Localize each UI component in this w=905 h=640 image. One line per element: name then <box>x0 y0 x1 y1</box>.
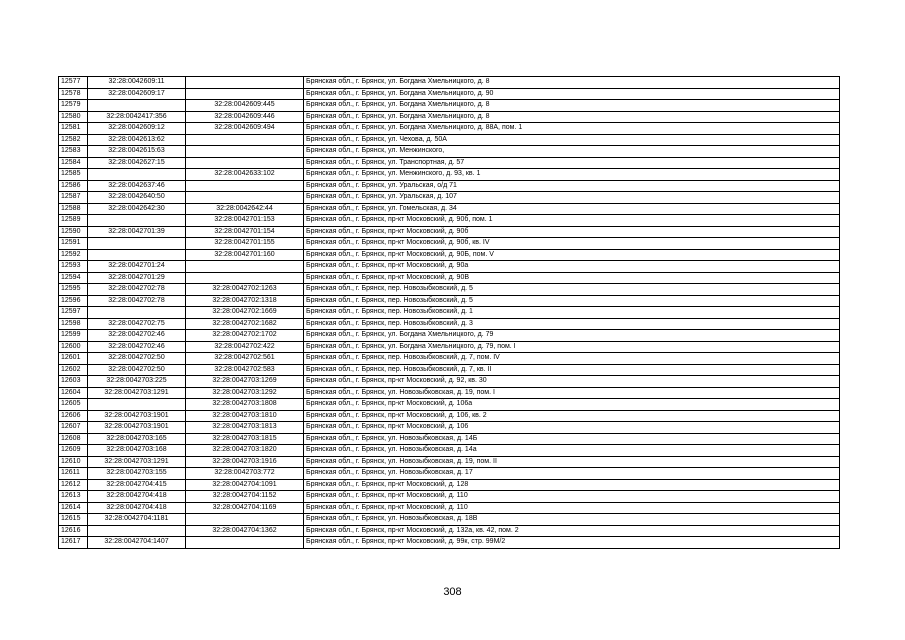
land-cadastral-number-cell: 32:28:0042702:50 <box>88 353 186 365</box>
object-cadastral-number-cell <box>186 192 304 204</box>
object-cadastral-number-cell: 32:28:0042701:154 <box>186 226 304 238</box>
object-cadastral-number-cell: 32:28:0042702:561 <box>186 353 304 365</box>
table-row <box>59 433 840 445</box>
address-cell: Брянская обл., г. Брянск, пр-кт Московский, д. 106 <box>304 422 840 434</box>
table-row <box>59 491 840 503</box>
address-cell: Брянская обл., г. Брянск, пр-кт Московский, д. 90Б, пом. V <box>304 249 840 261</box>
table-row <box>59 410 840 422</box>
object-cadastral-number-cell: 32:28:0042701:160 <box>186 249 304 261</box>
table-row <box>59 525 840 537</box>
table-row <box>59 376 840 388</box>
land-cadastral-number-cell: 32:28:0042703:225 <box>88 376 186 388</box>
land-cadastral-number-cell: 32:28:0042627:15 <box>88 157 186 169</box>
object-cadastral-number-cell: 32:28:0042703:1810 <box>186 410 304 422</box>
land-cadastral-number-cell: 32:28:0042702:46 <box>88 330 186 342</box>
row-number-cell: 12616 <box>59 525 88 537</box>
land-cadastral-number-cell: 32:28:0042702:78 <box>88 284 186 296</box>
address-cell: Брянская обл., г. Брянск, ул. Новозыбковская, д. 14а <box>304 445 840 457</box>
row-number-cell: 12582 <box>59 134 88 146</box>
row-number-cell: 12610 <box>59 456 88 468</box>
row-number-cell: 12602 <box>59 364 88 376</box>
table-row <box>59 226 840 238</box>
address-cell: Брянская обл., г. Брянск, пер. Новозыбковский, д. 5 <box>304 295 840 307</box>
address-cell: Брянская обл., г. Брянск, ул. Новозыбковская, д. 17 <box>304 468 840 480</box>
table-row <box>59 100 840 112</box>
land-cadastral-number-cell <box>88 399 186 411</box>
row-number-cell: 12606 <box>59 410 88 422</box>
object-cadastral-number-cell <box>186 272 304 284</box>
address-cell: Брянская обл., г. Брянск, ул. Богдана Хмельницкого, д. 88А, пом. 1 <box>304 123 840 135</box>
object-cadastral-number-cell: 32:28:0042702:1669 <box>186 307 304 319</box>
object-cadastral-number-cell: 32:28:0042702:1702 <box>186 330 304 342</box>
land-cadastral-number-cell <box>88 525 186 537</box>
object-cadastral-number-cell <box>186 261 304 273</box>
row-number-cell: 12586 <box>59 180 88 192</box>
row-number-cell: 12589 <box>59 215 88 227</box>
table-row <box>59 468 840 480</box>
land-cadastral-number-cell: 32:28:0042702:50 <box>88 364 186 376</box>
row-number-cell: 12594 <box>59 272 88 284</box>
object-cadastral-number-cell: 32:28:0042703:1815 <box>186 433 304 445</box>
address-cell: Брянская обл., г. Брянск, ул. Богдана Хмельницкого, д. 8 <box>304 100 840 112</box>
address-cell: Брянская обл., г. Брянск, ул. Новозыбковская, д. 19, пом. II <box>304 456 840 468</box>
address-cell: Брянская обл., г. Брянск, ул. Чехова, д. 50А <box>304 134 840 146</box>
object-cadastral-number-cell <box>186 134 304 146</box>
table-row <box>59 364 840 376</box>
table-row <box>59 180 840 192</box>
object-cadastral-number-cell: 32:28:0042704:1362 <box>186 525 304 537</box>
address-cell: Брянская обл., г. Брянск, ул. Богдана Хмельницкого, д. 8 <box>304 111 840 123</box>
address-cell: Брянская обл., г. Брянск, ул. Богдана Хмельницкого, д. 79, пом. I <box>304 341 840 353</box>
land-cadastral-number-cell: 32:28:0042703:168 <box>88 445 186 457</box>
row-number-cell: 12611 <box>59 468 88 480</box>
address-cell: Брянская обл., г. Брянск, ул. Уральская, д. 107 <box>304 192 840 204</box>
object-cadastral-number-cell: 32:28:0042703:1916 <box>186 456 304 468</box>
table-row <box>59 341 840 353</box>
address-cell: Брянская обл., г. Брянск, пер. Новозыбковский, д. 5 <box>304 284 840 296</box>
registry-table <box>58 76 840 549</box>
object-cadastral-number-cell <box>186 146 304 158</box>
row-number-cell: 12617 <box>59 537 88 549</box>
table-row <box>59 479 840 491</box>
table-row <box>59 399 840 411</box>
land-cadastral-number-cell: 32:28:0042615:63 <box>88 146 186 158</box>
object-cadastral-number-cell: 32:28:0042703:772 <box>186 468 304 480</box>
row-number-cell: 12591 <box>59 238 88 250</box>
table-row <box>59 502 840 514</box>
table-row <box>59 307 840 319</box>
row-number-cell: 12585 <box>59 169 88 181</box>
address-cell: Брянская обл., г. Брянск, ул. Менжинского, <box>304 146 840 158</box>
row-number-cell: 12601 <box>59 353 88 365</box>
row-number-cell: 12583 <box>59 146 88 158</box>
land-cadastral-number-cell: 32:28:0042704:1407 <box>88 537 186 549</box>
object-cadastral-number-cell: 32:28:0042609:446 <box>186 111 304 123</box>
address-cell: Брянская обл., г. Брянск, пр-кт Московский, д. 92, кв. 30 <box>304 376 840 388</box>
row-number-cell: 12608 <box>59 433 88 445</box>
address-cell: Брянская обл., г. Брянск, ул. Уральская, о/д 71 <box>304 180 840 192</box>
page-number: 308 <box>443 586 462 598</box>
table-row <box>59 169 840 181</box>
object-cadastral-number-cell <box>186 537 304 549</box>
land-cadastral-number-cell: 32:28:0042703:155 <box>88 468 186 480</box>
object-cadastral-number-cell: 32:28:0042702:1263 <box>186 284 304 296</box>
object-cadastral-number-cell: 32:28:0042701:155 <box>186 238 304 250</box>
object-cadastral-number-cell: 32:28:0042702:583 <box>186 364 304 376</box>
table-row <box>59 123 840 135</box>
land-cadastral-number-cell: 32:28:0042417:356 <box>88 111 186 123</box>
table-row <box>59 146 840 158</box>
table-row <box>59 261 840 273</box>
row-number-cell: 12600 <box>59 341 88 353</box>
object-cadastral-number-cell <box>186 88 304 100</box>
address-cell: Брянская обл., г. Брянск, пр-кт Московский, д. 128 <box>304 479 840 491</box>
address-cell: Брянская обл., г. Брянск, пер. Новозыбковский, д. 3 <box>304 318 840 330</box>
table-row <box>59 111 840 123</box>
land-cadastral-number-cell <box>88 169 186 181</box>
address-cell: Брянская обл., г. Брянск, пр-кт Московский, д. 99к, стр. 99М/2 <box>304 537 840 549</box>
object-cadastral-number-cell <box>186 77 304 89</box>
table-row <box>59 514 840 526</box>
land-cadastral-number-cell: 32:28:0042703:165 <box>88 433 186 445</box>
address-cell: Брянская обл., г. Брянск, ул. Новозыбковская, д. 18В <box>304 514 840 526</box>
address-cell: Брянская обл., г. Брянск, ул. Богдана Хмельницкого, д. 90 <box>304 88 840 100</box>
registry-table-body <box>59 77 840 549</box>
object-cadastral-number-cell: 32:28:0042633:102 <box>186 169 304 181</box>
table-row <box>59 88 840 100</box>
land-cadastral-number-cell: 32:28:0042640:50 <box>88 192 186 204</box>
land-cadastral-number-cell <box>88 249 186 261</box>
land-cadastral-number-cell: 32:28:0042704:415 <box>88 479 186 491</box>
address-cell: Брянская обл., г. Брянск, пер. Новозыбковский, д. 7, пом. IV <box>304 353 840 365</box>
row-number-cell: 12588 <box>59 203 88 215</box>
land-cadastral-number-cell: 32:28:0042701:24 <box>88 261 186 273</box>
row-number-cell: 12590 <box>59 226 88 238</box>
land-cadastral-number-cell: 32:28:0042704:418 <box>88 502 186 514</box>
address-cell: Брянская обл., г. Брянск, ул. Богдана Хмельницкого, д. 79 <box>304 330 840 342</box>
address-cell: Брянская обл., г. Брянск, пр-кт Московский, д. 90б, кв. IV <box>304 238 840 250</box>
land-cadastral-number-cell: 32:28:0042701:29 <box>88 272 186 284</box>
object-cadastral-number-cell: 32:28:0042703:1813 <box>186 422 304 434</box>
address-cell: Брянская обл., г. Брянск, пр-кт Московский, д. 110 <box>304 502 840 514</box>
address-cell: Брянская обл., г. Брянск, ул. Транспортная, д. 57 <box>304 157 840 169</box>
address-cell: Брянская обл., г. Брянск, пр-кт Московский, д. 110 <box>304 491 840 503</box>
object-cadastral-number-cell: 32:28:0042702:422 <box>186 341 304 353</box>
land-cadastral-number-cell: 32:28:0042642:30 <box>88 203 186 215</box>
address-cell: Брянская обл., г. Брянск, пер. Новозыбковский, д. 7, кв. II <box>304 364 840 376</box>
row-number-cell: 12587 <box>59 192 88 204</box>
row-number-cell: 12615 <box>59 514 88 526</box>
table-row <box>59 203 840 215</box>
land-cadastral-number-cell: 32:28:0042703:1901 <box>88 422 186 434</box>
address-cell: Брянская обл., г. Брянск, ул. Менжинского, д. 93, кв. 1 <box>304 169 840 181</box>
object-cadastral-number-cell: 32:28:0042703:1269 <box>186 376 304 388</box>
address-cell: Брянская обл., г. Брянск, ул. Новозыбковская, д. 19, пом. I <box>304 387 840 399</box>
row-number-cell: 12597 <box>59 307 88 319</box>
object-cadastral-number-cell <box>186 180 304 192</box>
table-row <box>59 284 840 296</box>
row-number-cell: 12577 <box>59 77 88 89</box>
row-number-cell: 12579 <box>59 100 88 112</box>
table-row <box>59 318 840 330</box>
table-row <box>59 353 840 365</box>
row-number-cell: 12596 <box>59 295 88 307</box>
object-cadastral-number-cell: 32:28:0042609:494 <box>186 123 304 135</box>
address-cell: Брянская обл., г. Брянск, ул. Гомельская, д. 34 <box>304 203 840 215</box>
object-cadastral-number-cell <box>186 514 304 526</box>
row-number-cell: 12607 <box>59 422 88 434</box>
object-cadastral-number-cell: 32:28:0042609:445 <box>186 100 304 112</box>
object-cadastral-number-cell: 32:28:0042702:1682 <box>186 318 304 330</box>
land-cadastral-number-cell: 32:28:0042703:1291 <box>88 387 186 399</box>
address-cell: Брянская обл., г. Брянск, пр-кт Московский, д. 106, кв. 2 <box>304 410 840 422</box>
table-row <box>59 249 840 261</box>
row-number-cell: 12595 <box>59 284 88 296</box>
land-cadastral-number-cell <box>88 307 186 319</box>
object-cadastral-number-cell: 32:28:0042704:1152 <box>186 491 304 503</box>
land-cadastral-number-cell <box>88 238 186 250</box>
address-cell: Брянская обл., г. Брянск, ул. Новозыбковская, д. 14Б <box>304 433 840 445</box>
address-cell: Брянская обл., г. Брянск, пр-кт Московский, д. 106а <box>304 399 840 411</box>
land-cadastral-number-cell: 32:28:0042613:62 <box>88 134 186 146</box>
row-number-cell: 12614 <box>59 502 88 514</box>
table-row <box>59 192 840 204</box>
object-cadastral-number-cell: 32:28:0042701:153 <box>186 215 304 227</box>
land-cadastral-number-cell: 32:28:0042701:39 <box>88 226 186 238</box>
address-cell: Брянская обл., г. Брянск, пр-кт Московский, д. 90б <box>304 226 840 238</box>
land-cadastral-number-cell: 32:28:0042704:1181 <box>88 514 186 526</box>
row-number-cell: 12598 <box>59 318 88 330</box>
table-row <box>59 134 840 146</box>
object-cadastral-number-cell <box>186 157 304 169</box>
land-cadastral-number-cell: 32:28:0042702:46 <box>88 341 186 353</box>
row-number-cell: 12593 <box>59 261 88 273</box>
object-cadastral-number-cell: 32:28:0042702:1318 <box>186 295 304 307</box>
land-cadastral-number-cell: 32:28:0042703:1901 <box>88 410 186 422</box>
address-cell: Брянская обл., г. Брянск, ул. Богдана Хмельницкого, д. 8 <box>304 77 840 89</box>
land-cadastral-number-cell: 32:28:0042637:46 <box>88 180 186 192</box>
object-cadastral-number-cell: 32:28:0042703:1820 <box>186 445 304 457</box>
land-cadastral-number-cell: 32:28:0042609:12 <box>88 123 186 135</box>
object-cadastral-number-cell: 32:28:0042703:1292 <box>186 387 304 399</box>
table-row <box>59 445 840 457</box>
row-number-cell: 12612 <box>59 479 88 491</box>
table-row <box>59 330 840 342</box>
row-number-cell: 12613 <box>59 491 88 503</box>
land-cadastral-number-cell <box>88 100 186 112</box>
object-cadastral-number-cell: 32:28:0042642:44 <box>186 203 304 215</box>
address-cell: Брянская обл., г. Брянск, пр-кт Московский, д. 90В <box>304 272 840 284</box>
table-row <box>59 422 840 434</box>
address-cell: Брянская обл., г. Брянск, пер. Новозыбковский, д. 1 <box>304 307 840 319</box>
table-row <box>59 387 840 399</box>
table-row <box>59 215 840 227</box>
land-cadastral-number-cell <box>88 215 186 227</box>
address-cell: Брянская обл., г. Брянск, пр-кт Московский, д. 90а <box>304 261 840 273</box>
row-number-cell: 12584 <box>59 157 88 169</box>
land-cadastral-number-cell: 32:28:0042702:75 <box>88 318 186 330</box>
table-row <box>59 272 840 284</box>
row-number-cell: 12580 <box>59 111 88 123</box>
row-number-cell: 12578 <box>59 88 88 100</box>
object-cadastral-number-cell: 32:28:0042704:1169 <box>186 502 304 514</box>
address-cell: Брянская обл., г. Брянск, пр-кт Московский, д. 90б, пом. 1 <box>304 215 840 227</box>
land-cadastral-number-cell: 32:28:0042703:1291 <box>88 456 186 468</box>
row-number-cell: 12592 <box>59 249 88 261</box>
table-row <box>59 238 840 250</box>
table-row <box>59 295 840 307</box>
address-cell: Брянская обл., г. Брянск, пр-кт Московский, д. 132а, кв. 42, пом. 2 <box>304 525 840 537</box>
object-cadastral-number-cell: 32:28:0042703:1808 <box>186 399 304 411</box>
land-cadastral-number-cell: 32:28:0042704:418 <box>88 491 186 503</box>
row-number-cell: 12609 <box>59 445 88 457</box>
table-row <box>59 456 840 468</box>
row-number-cell: 12581 <box>59 123 88 135</box>
land-cadastral-number-cell: 32:28:0042609:11 <box>88 77 186 89</box>
row-number-cell: 12604 <box>59 387 88 399</box>
table-row <box>59 157 840 169</box>
row-number-cell: 12599 <box>59 330 88 342</box>
row-number-cell: 12605 <box>59 399 88 411</box>
row-number-cell: 12603 <box>59 376 88 388</box>
land-cadastral-number-cell: 32:28:0042702:78 <box>88 295 186 307</box>
table-row <box>59 537 840 549</box>
land-cadastral-number-cell: 32:28:0042609:17 <box>88 88 186 100</box>
table-row <box>59 77 840 89</box>
object-cadastral-number-cell: 32:28:0042704:1091 <box>186 479 304 491</box>
